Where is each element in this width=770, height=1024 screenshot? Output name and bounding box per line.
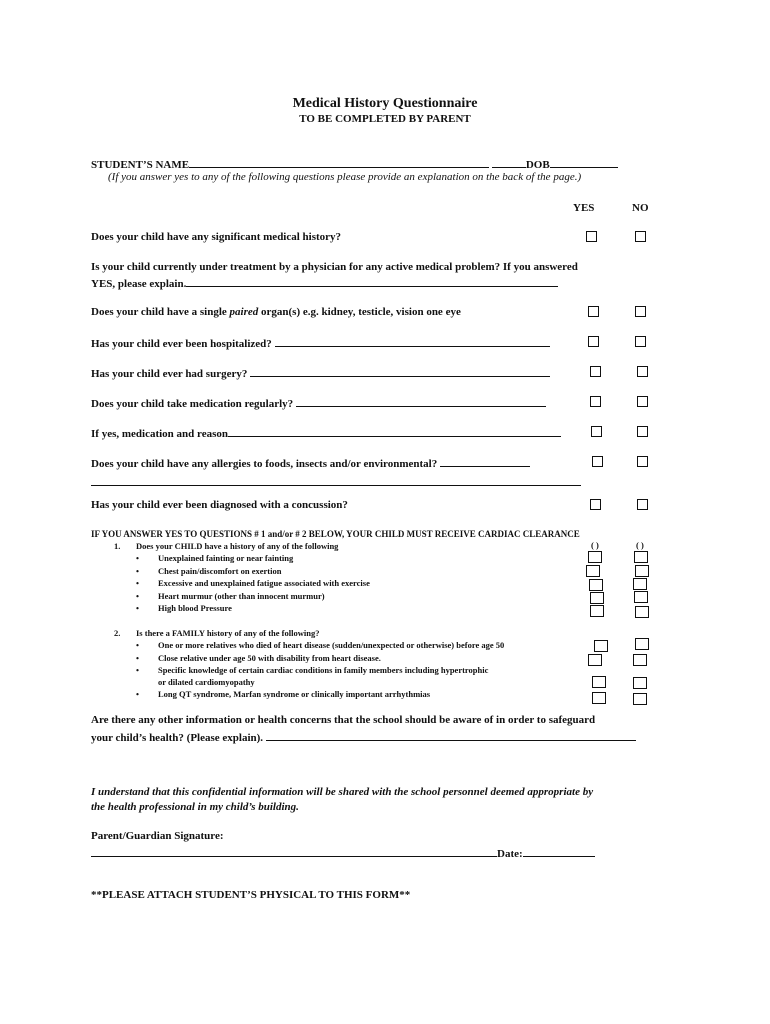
cardiac-item1-bullet-1: • Unexplained fainting or near fainting bbox=[158, 553, 293, 563]
question-5 bbox=[91, 366, 550, 380]
q9-no-checkbox[interactable] bbox=[637, 499, 648, 510]
q5-yes-checkbox[interactable] bbox=[590, 366, 601, 377]
question-5-text: Has your child ever had surgery? bbox=[91, 368, 248, 380]
question-7-text: If yes, medication and reason bbox=[91, 428, 228, 440]
q5-field[interactable] bbox=[250, 366, 550, 377]
q8-field[interactable] bbox=[440, 456, 530, 467]
form-title: Medical History Questionnaire bbox=[292, 96, 478, 111]
dob-label: DOB bbox=[525, 159, 550, 171]
q8-yes-checkbox[interactable] bbox=[592, 456, 603, 467]
cardiac-item1-bullet-4: • Heart murmur (other than innocent murmur) bbox=[158, 591, 325, 601]
q7-no-checkbox[interactable] bbox=[637, 426, 648, 437]
cardiac-1a-yes-checkbox[interactable] bbox=[588, 551, 602, 563]
other-concerns-label: your child’s health? (Please explain). bbox=[91, 732, 264, 744]
student-name-field-ext[interactable] bbox=[492, 157, 526, 168]
question-7 bbox=[91, 426, 561, 440]
cardiac-heading: IF YOU ANSWER YES TO QUESTIONS # 1 and/or # 2 BELOW, YOUR CHILD MUST RECEIVE CARDIAC CLEARANCE bbox=[91, 529, 580, 539]
question-3-italic: paired bbox=[229, 306, 259, 318]
q6-field[interactable] bbox=[296, 396, 546, 407]
question-2-line1: Is your child currently under treatment by a physician for any active medical problem? If you answered bbox=[91, 261, 578, 273]
cardiac-item1-bullet-2: • Chest pain/discomfort on exertion bbox=[158, 566, 281, 576]
cardiac-1c-no-checkbox[interactable] bbox=[633, 578, 647, 590]
question-3 bbox=[91, 306, 461, 318]
cardiac-2a-no-checkbox[interactable] bbox=[635, 638, 649, 650]
cardiac-1c-yes-checkbox[interactable] bbox=[589, 579, 603, 591]
question-8-text: Does your child have any allergies to foods, insects and/or environmental? bbox=[91, 458, 438, 470]
cardiac-item2-bullet-1: • One or more relatives who died of heart disease (sudden/unexpected or otherwise) before age 50 bbox=[158, 640, 504, 650]
q1-yes-checkbox[interactable] bbox=[586, 231, 597, 242]
q8-no-checkbox[interactable] bbox=[637, 456, 648, 467]
cardiac-2c-no-checkbox[interactable] bbox=[633, 677, 647, 689]
form-subtitle: TO BE COMPLETED BY PARENT bbox=[299, 113, 471, 125]
q4-yes-checkbox[interactable] bbox=[588, 336, 599, 347]
signature-row bbox=[91, 846, 595, 860]
cardiac-item1-bullet-3: • Excessive and unexplained fatigue associated with exercise bbox=[158, 578, 370, 588]
other-concerns-field[interactable] bbox=[266, 730, 636, 741]
q2-explain-field[interactable] bbox=[186, 276, 558, 287]
student-name-field[interactable] bbox=[189, 157, 489, 168]
q9-yes-checkbox[interactable] bbox=[590, 499, 601, 510]
cardiac-item1-paren-no: ( ) bbox=[636, 540, 644, 550]
question-9: Has your child ever been diagnosed with a concussion? bbox=[91, 499, 348, 511]
cardiac-item2-text: Is there a FAMILY history of any of the following? bbox=[136, 628, 320, 638]
student-name-label: STUDENT’S NAME bbox=[91, 159, 190, 171]
q7-yes-checkbox[interactable] bbox=[591, 426, 602, 437]
signature-field[interactable] bbox=[91, 846, 497, 857]
q6-no-checkbox[interactable] bbox=[637, 396, 648, 407]
q1-no-checkbox[interactable] bbox=[635, 231, 646, 242]
question-2-explain-label: YES, please explain. bbox=[91, 278, 187, 290]
cardiac-1e-yes-checkbox[interactable] bbox=[590, 605, 604, 617]
student-name-row bbox=[91, 157, 618, 171]
question-6 bbox=[91, 396, 546, 410]
q4-field[interactable] bbox=[275, 336, 550, 347]
cardiac-1e-no-checkbox[interactable] bbox=[635, 606, 649, 618]
cardiac-item2-bullet-3-cont: or dilated cardiomyopathy bbox=[158, 677, 255, 687]
question-8 bbox=[91, 456, 530, 470]
q3-yes-checkbox[interactable] bbox=[588, 306, 599, 317]
q3-no-checkbox[interactable] bbox=[635, 306, 646, 317]
consent-line1: I understand that this confidential information will be shared with the school personnel deemed appropriate by bbox=[91, 786, 594, 798]
cardiac-1d-yes-checkbox[interactable] bbox=[590, 592, 604, 604]
yes-column-header: YES bbox=[573, 202, 595, 214]
question-4-text: Has your child ever been hospitalized? bbox=[91, 338, 272, 350]
q8-field-line2[interactable] bbox=[91, 473, 581, 491]
cardiac-item2-bullet-4: • Long QT syndrome, Marfan syndrome or clinically important arrhythmias bbox=[158, 689, 430, 699]
date-label: Date: bbox=[497, 848, 523, 860]
question-3-text-post: organ(s) e.g. kidney, testicle, vision one eye bbox=[261, 306, 461, 318]
cardiac-1d-no-checkbox[interactable] bbox=[634, 591, 648, 603]
cardiac-2d-no-checkbox[interactable] bbox=[633, 693, 647, 705]
attach-physical-note: **PLEASE ATTACH STUDENT’S PHYSICAL TO THIS FORM** bbox=[91, 889, 411, 901]
cardiac-1a-no-checkbox[interactable] bbox=[634, 551, 648, 563]
q7-field[interactable] bbox=[228, 426, 561, 437]
cardiac-2b-yes-checkbox[interactable] bbox=[588, 654, 602, 666]
q4-no-checkbox[interactable] bbox=[635, 336, 646, 347]
cardiac-2d-yes-checkbox[interactable] bbox=[592, 692, 606, 704]
other-concerns-line2 bbox=[91, 730, 636, 744]
consent-line2: the health professional in my child’s building. bbox=[91, 801, 299, 813]
cardiac-item1-number: 1. bbox=[114, 541, 121, 551]
cardiac-item1-paren-yes: ( ) bbox=[591, 540, 599, 550]
cardiac-2b-no-checkbox[interactable] bbox=[633, 654, 647, 666]
cardiac-item2-number: 2. bbox=[114, 628, 121, 638]
cardiac-item2-bullet-2: • Close relative under age 50 with disability from heart disease. bbox=[158, 653, 381, 663]
cardiac-1b-yes-checkbox[interactable] bbox=[586, 565, 600, 577]
date-field[interactable] bbox=[523, 846, 595, 857]
cardiac-item1-text: Does your CHILD have a history of any of the following bbox=[136, 541, 339, 551]
dob-field[interactable] bbox=[550, 157, 618, 168]
q5-no-checkbox[interactable] bbox=[637, 366, 648, 377]
other-concerns-line1: Are there any other information or health concerns that the school should be aware of in order to safeguard bbox=[91, 714, 596, 726]
question-2-line2 bbox=[91, 276, 558, 290]
question-3-text-pre: Does your child have a single bbox=[91, 306, 227, 318]
cardiac-2a-yes-checkbox[interactable] bbox=[594, 640, 608, 652]
no-column-header: NO bbox=[632, 202, 649, 214]
q6-yes-checkbox[interactable] bbox=[590, 396, 601, 407]
cardiac-item2-bullet-3: • Specific knowledge of certain cardiac conditions in family members including hypertrophic bbox=[158, 665, 488, 675]
instruction-text: (If you answer yes to any of the following questions please provide an explanation on the back of the page.) bbox=[108, 171, 582, 183]
cardiac-2c-yes-checkbox[interactable] bbox=[592, 676, 606, 688]
cardiac-1b-no-checkbox[interactable] bbox=[635, 565, 649, 577]
signature-label: Parent/Guardian Signature: bbox=[91, 830, 224, 842]
question-6-text: Does your child take medication regularly? bbox=[91, 398, 294, 410]
question-1: Does your child have any significant medical history? bbox=[91, 231, 342, 243]
question-4 bbox=[91, 336, 550, 350]
cardiac-item1-bullet-5: • High blood Pressure bbox=[158, 603, 232, 613]
